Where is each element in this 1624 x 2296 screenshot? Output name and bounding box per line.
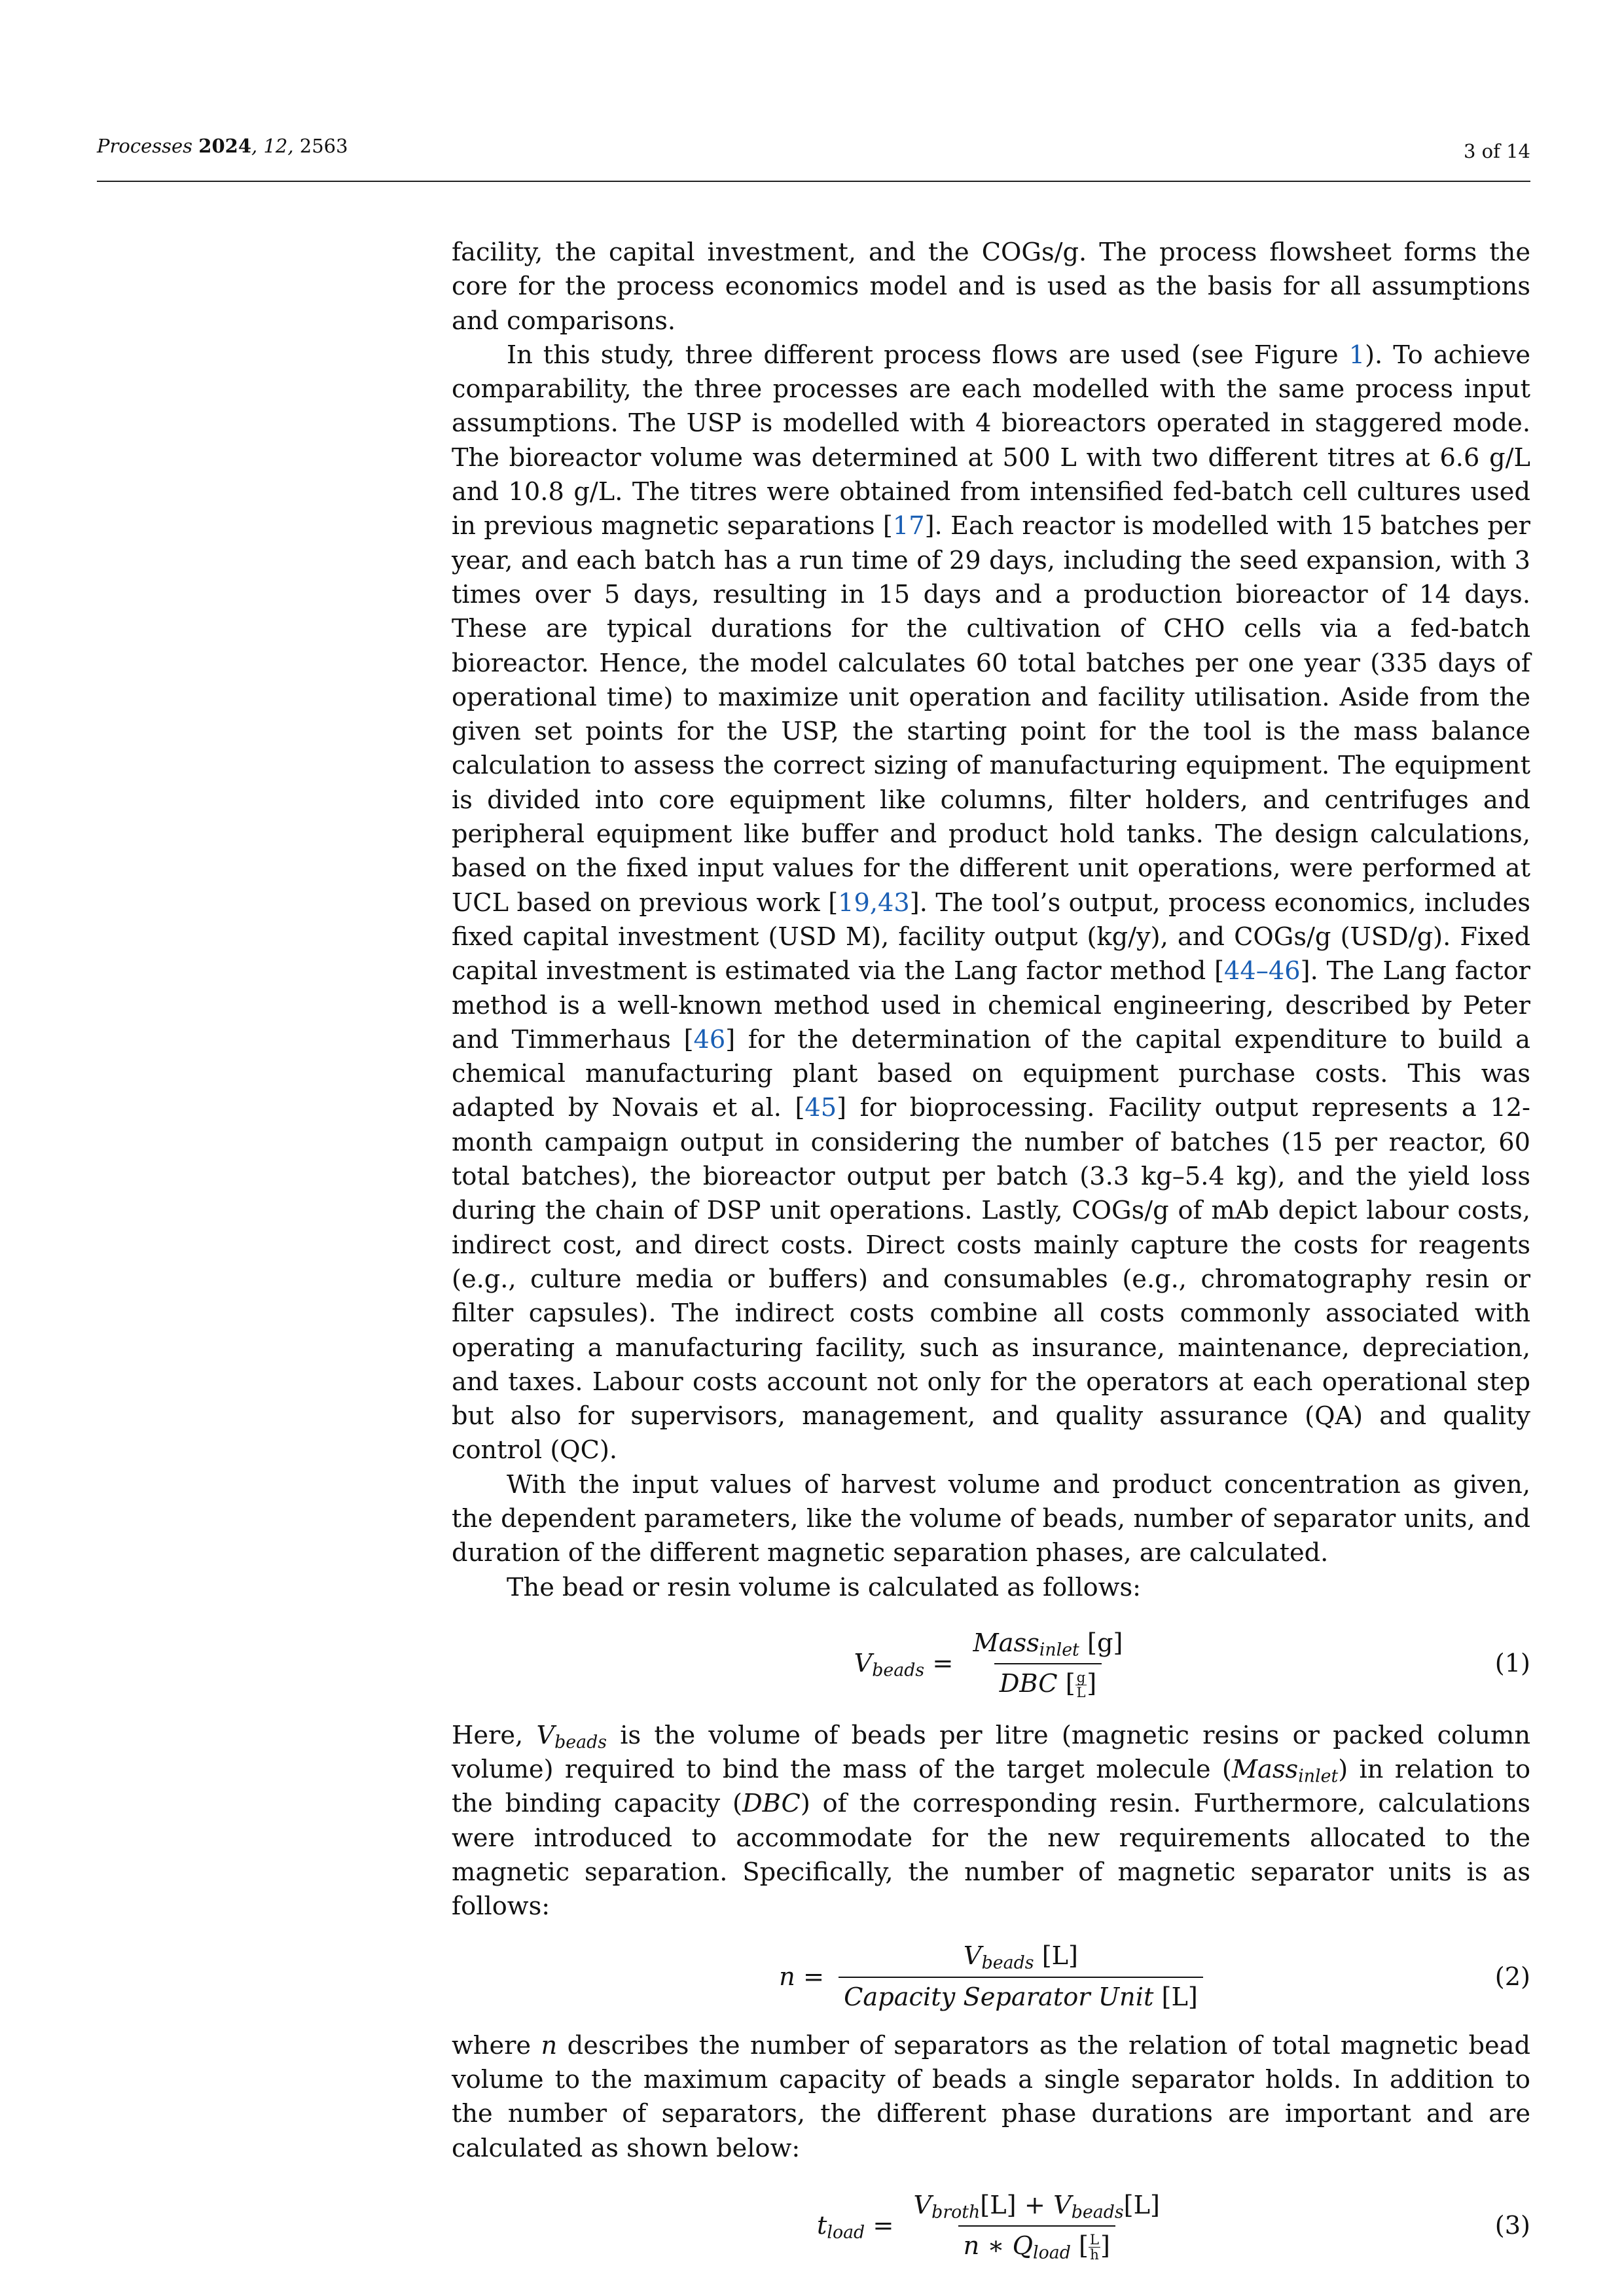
equation-1-lhs: $V_{beads}$ = [854,1648,954,1681]
journal-year: 2024 [198,135,251,157]
equation-2-fraction: $\frac{V_{beads} [L]}{\text{Capacity Separator Unit [L]}}$ [839,1939,1203,2015]
paragraph-2: In this study, three different process flows are used (see Figure 1). To achieve comparability, the three processes are each modelled with the same process input assumptions. The USP is modelled with 4 bioreactors operated in staggered mode. The bioreactor volume was determined at 500 L with two different titres at 6.6 g/L and 10.8 g/L. The titres were obtained from intensified fed-batch cell cultures used in previous magnetic separations [17]. Each reactor is modelled with 15 batches per year, and each batch has a run time of 29 days, including the seed expansion, with 3 times over 5 days, resulting in 15 days and a production bioreactor of 14 days. These are typical durations for the cultivation of CHO cells via a fed-batch bioreactor. Hence, the model calculates 60 total batches per one year (335 days of operational time) to maximize unit operation and facility utilisation. Aside from the given set points for the USP, the starting point for the tool is the mass balance calculation to assess the correct sizing of manufacturing equipment. The equipment is divided into core equipment like columns, filter holders, and centrifuges and peripheral equipment like buffer and product hold tanks. The design calculations, based on the fixed input values for the different unit operations, were performed at UCL based on previous work [19,43]. The tool’s output, process economics, includes fixed capital investment (USD M), facility output (kg/y), and COGs/g (USD/g). Fixed capital investment is estimated via the Lang factor method [44–46]. The Lang factor method is a well-known method used in chemical engineering, described by Peter and Timmerhaus [46] for the determination of the capital expenditure to build a chemical manufacturing plant based on equipment purchase costs. This was adapted by Novais et al. [45] for bioprocessing. Facility output represents a 12-month campaign output in considering the number of batches (15 per reactor, 60 total batches), the bioreactor output per batch (3.3 kg–5.4 kg), and the yield loss during the chain of DSP unit operations. Lastly, COGs/g of mAb depict labour costs, indirect cost, and direct costs. Direct costs mainly capture the costs for reagents (e.g., culture media or buffers) and consumables (e.g., chromatography resin or filter capsules). The indirect costs combine all costs commonly associated with operating a manufacturing facility, such as insurance, maintenance, depreciation, and taxes. Labour costs account not only for the operators at each operational step but also for supervisors, management, and quality assurance (QA) and quality control (QC). [452,340,1530,1465]
article-number: 2563 [299,135,348,157]
paragraph-4: The bead or resin volume is calculated as follows: [507,1572,1142,1602]
body-text [452,236,1530,2270]
equation-2-number: (2) [1494,1962,1530,1992]
paragraph-5: Here, $V_{beads}$ is the volume of beads per litre (magnetic resins or packed column volume) required to bind the mass of the target molecule (Mass$_{inlet}$) in relation to the binding capacity (DBC) of the corresponding resin. Furthermore, calculations were introduced to accommodate for the new requirements allocated to the magnetic separation. Specifically, the number of magnetic separator units is as follows: [452,1720,1530,1922]
equation-3-fraction: $V_{broth}[L] + V_{beads}[L]$ n ∗ $Q_{load}$ [ $\frac{L}{h}$ ] [913,2190,1160,2263]
equation-1-number: (1) [1494,1648,1530,1678]
journal-volume: 12 [263,135,288,157]
page-number: 3 of 14 [1464,140,1530,162]
equation-2-lhs: n = [779,1962,825,1992]
paragraph-1: facility, the capital investment, and the COGs/g. The process flowsheet forms the core for the process economics model and is used as the basis for all assumptions and comparisons. [452,238,1530,336]
journal-name: Processes [97,135,193,157]
equation-3 [452,2181,1530,2270]
paragraph-6: where n describes the number of separators as the relation of total magnetic bead volume to the maximum capacity of beads a single separator holds. In addition to the number of separators, the different phase durations are important and are calculated as shown below: [452,2030,1530,2163]
header-rule [97,181,1530,182]
paragraph-3: With the input values of harvest volume and product concentration as given, the dependent parameters, like the volume of beads, number of separator units, and duration of the different magnetic separation phases, are calculated. [452,1469,1530,1568]
equation-3-lhs: $t_{load}$ = [816,2210,894,2243]
journal-citation: Processes 2024, 12, 2563 [97,135,348,157]
equation-2 [452,1939,1530,2016]
equation-3-number: (3) [1494,2210,1530,2240]
equation-1 [452,1624,1530,1703]
equation-1-fraction: Mass$_{inlet}$ [g] DBC [ $\frac{g}{L}$ ] [973,1628,1123,1701]
